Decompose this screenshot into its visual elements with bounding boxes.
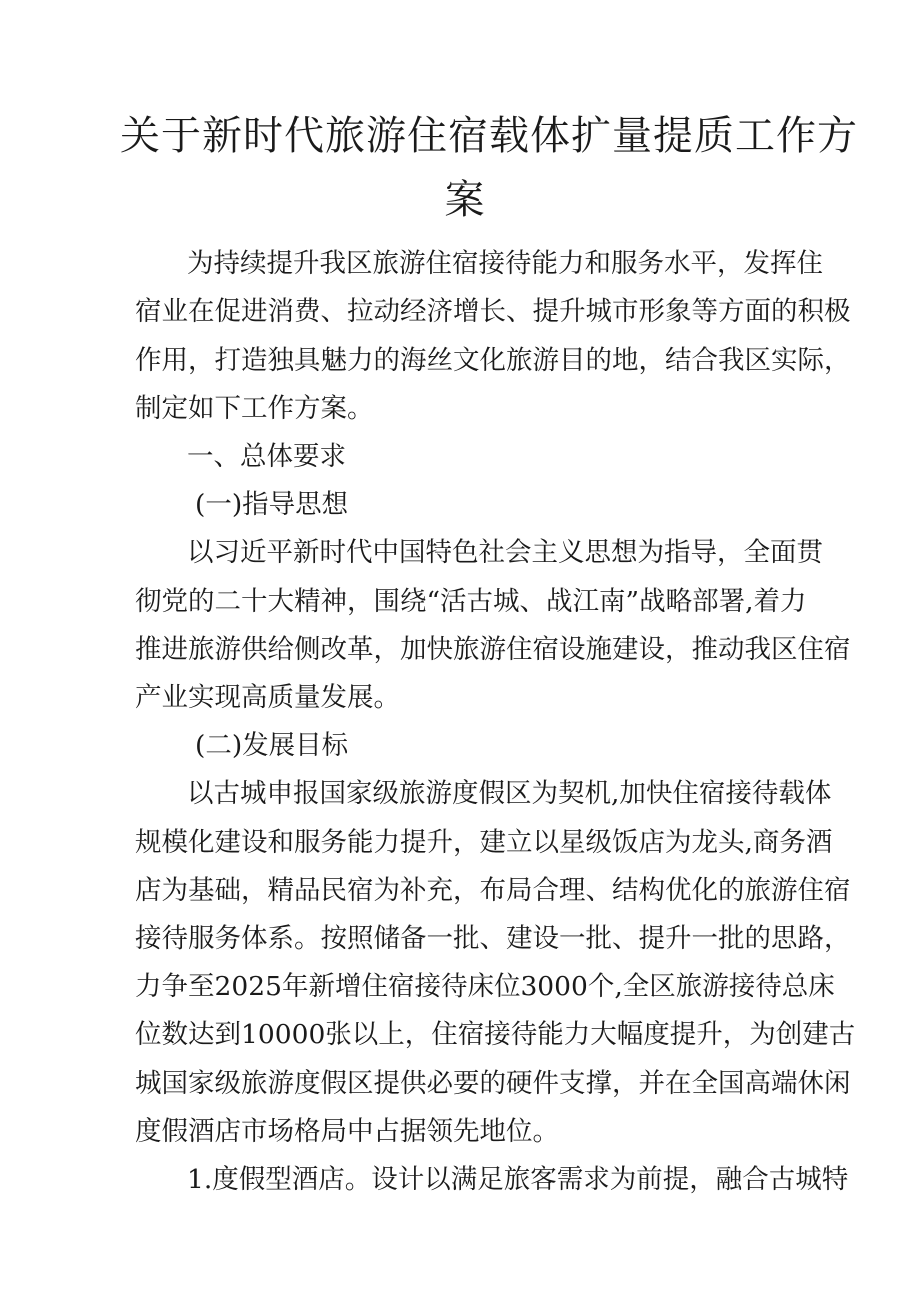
document-title-line-1: 关于新时代旅游住宿载体扩量提质工作方 xyxy=(120,113,858,159)
subsection-heading: (二)发展目标 xyxy=(195,730,349,761)
paragraph-line: 规模化建设和服务能力提升，建立以星级饭店为龙头,商务酒 xyxy=(135,827,833,858)
paragraph-line: 产业实现高质量发展。 xyxy=(135,682,400,713)
paragraph-line: 推进旅游供给侧改革，加快旅游住宿设施建设，推动我区住宿 xyxy=(135,634,851,665)
paragraph-line: 店为基础，精品民宿为补充，布局合理、结构优化的旅游住宿 xyxy=(135,875,851,906)
paragraph-line: 以古城申报国家级旅游度假区为契机,加快住宿接待载体 xyxy=(187,778,832,809)
section-heading: 一、总体要求 xyxy=(187,441,346,472)
paragraph-line: 以习近平新时代中国特色社会主义思想为指导，全面贯 xyxy=(187,537,823,568)
subsection-heading: (一)指导思想 xyxy=(195,489,349,520)
document-title-line-2: 案 xyxy=(444,177,486,223)
paragraph-line: 位数达到10000张以上，住宿接待能力大幅度提升，为创建古 xyxy=(135,1019,856,1050)
paragraph-line: 制定如下工作方案。 xyxy=(135,393,374,424)
paragraph-line: 城国家级旅游度假区提供必要的硬件支撑，并在全国高端休闲 xyxy=(135,1068,851,1099)
paragraph-line: 力争至2025年新增住宿接待床位3000个,全区旅游接待总床 xyxy=(135,971,835,1002)
paragraph-line: 宿业在促进消费、拉动经济增长、提升城市形象等方面的积极 xyxy=(135,296,851,327)
paragraph-line: 为持续提升我区旅游住宿接待能力和服务水平，发挥住 xyxy=(187,248,823,279)
paragraph-line: 彻党的二十大精神，围绕“活古城、战江南”战略部署,着力 xyxy=(135,586,807,617)
paragraph-line: 度假酒店市场格局中占据领先地位。 xyxy=(135,1116,559,1147)
list-item-line: 1.度假型酒店。设计以满足旅客需求为前提，融合古城特 xyxy=(187,1164,849,1195)
paragraph-line: 接待服务体系。按照储备一批、建设一批、提升一批的思路， xyxy=(135,923,851,954)
paragraph-line: 作用，打造独具魅力的海丝文化旅游目的地，结合我区实际， xyxy=(135,345,851,376)
